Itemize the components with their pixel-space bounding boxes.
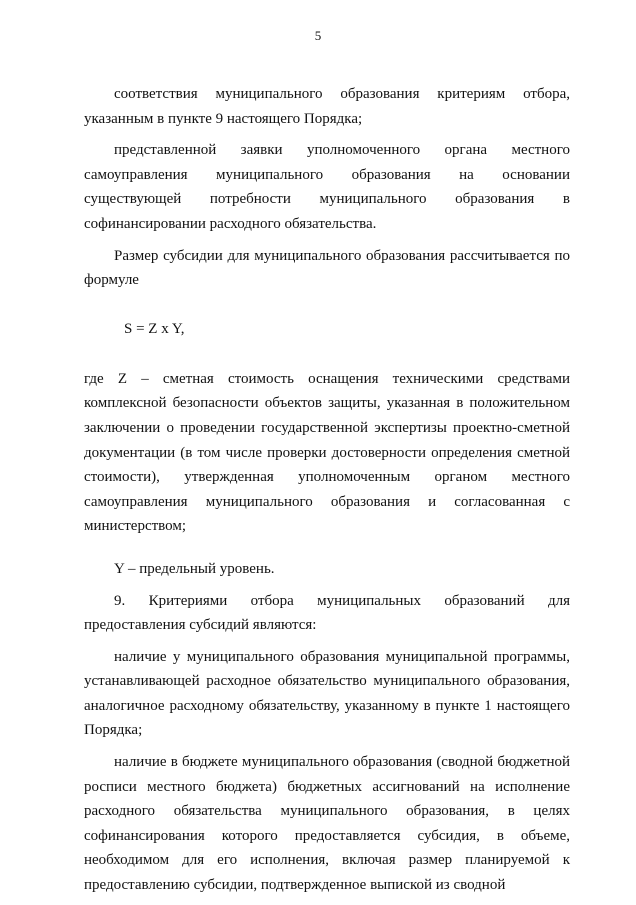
paragraph-3: Размер субсидии для муниципального образования рассчитывается по формуле [84,247,570,289]
page-number: 5 [314,28,322,43]
paragraph-definition-z: где Z – сметная стоимость оснащения техническими средствами комплексной безопасности объектов защиты, указанная в положительном заключении о проведении государственной экспертизы проектно-сметной документации (в том числе проверки достоверности определения сметной стоимости), утвержденная уполномоченным органом местного самоуправления муниципального образования и согласованная с министерством; [84,370,570,535]
paragraph-2: представленной заявки уполномоченного органа местного самоуправления муниципального образования на основании существующей потребности муниципального образования в софинансировании расходного обязательства. [84,142,570,232]
paragraph-9: 9. Критериями отбора муниципальных образований для предоставления субсидий являются: [84,592,570,634]
formula: S = Z x Y, [124,320,185,337]
paragraph-criterion-2: наличие в бюджете муниципального образования (сводной бюджетной росписи местного бюджета) бюджетных ассигнований на исполнение расходного обязательства муниципального образования, в целях софинансирования которого предоставляется субсидия, в объеме, необходимом для его исполнения, включая размер планируемой к предоставлению субсидии, подтвержденное выпиской из сводной [84,754,570,894]
paragraph-1: соответствия муниципального образования критериям отбора, указанным в пункте 9 настоящего Порядка; [84,86,570,127]
paragraph-definition-y: Y – предельный уровень. [114,560,275,577]
document-body [84,82,570,905]
paragraph-criterion-1: наличие у муниципального образования муниципальной программы, устанавливающей расходное обязательство муниципального образования, аналогичное расходному обязательству, указанному в пункте 1 настоящего Порядка; [84,648,570,739]
